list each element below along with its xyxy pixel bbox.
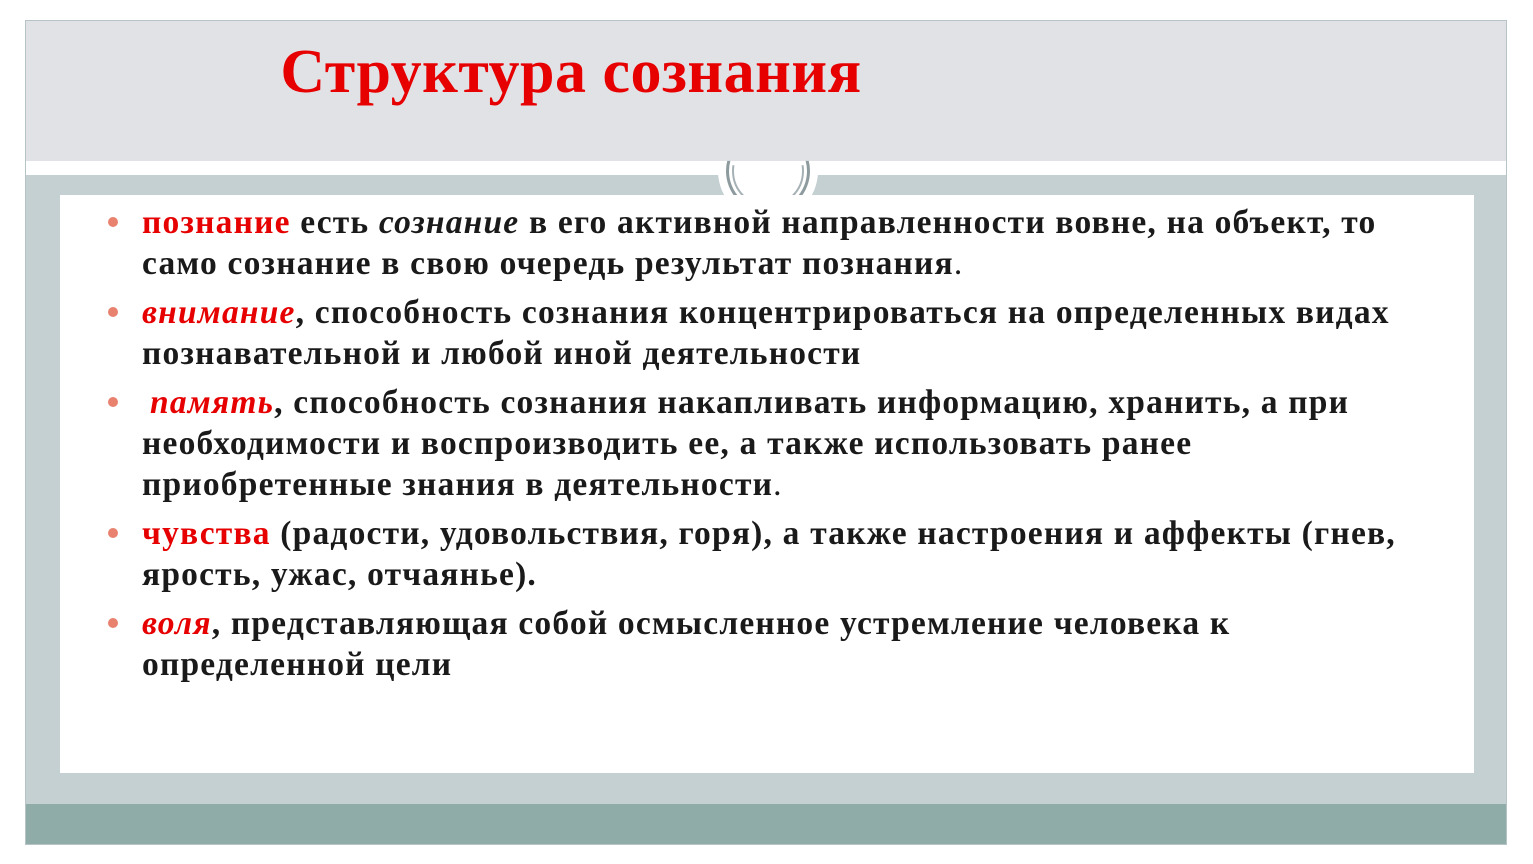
bullet-list <box>108 202 1438 693</box>
term-will: воля <box>142 605 212 642</box>
content-box <box>60 195 1474 773</box>
title-band <box>26 21 1506 162</box>
bullet-text: , представляющая собой осмысленное устремление человека к определенной цели <box>142 605 1231 683</box>
slide <box>25 20 1507 845</box>
list-item <box>108 382 1438 505</box>
list-item <box>108 292 1438 374</box>
bullet-period: . <box>953 245 964 282</box>
term-memory: память <box>150 384 275 421</box>
bullet-dot-icon <box>108 307 118 317</box>
list-item <box>108 202 1438 284</box>
list-item <box>108 513 1438 595</box>
list-item <box>108 603 1438 685</box>
bullet-dot-icon <box>108 217 118 227</box>
slide-title: Структура сознания <box>280 38 862 106</box>
bullet-text: , способность сознания накапливать информацию, хранить, а при необходимости и воспроизводить ее, а также использовать ранее приобретенные знания в деятельности <box>142 384 1350 503</box>
bullet-dot-icon <box>108 528 118 538</box>
term-feelings: чувства <box>142 515 271 552</box>
bullet-text: в его активной направленности вовне, на объект, то само сознание в свою очередь результат познания <box>142 204 1377 282</box>
term-attention: внимание <box>142 294 296 331</box>
bullet-dot-icon <box>108 618 118 628</box>
bullet-text: есть <box>290 204 379 241</box>
term-cognition: познание <box>142 204 291 241</box>
bullet-period: . <box>773 466 783 503</box>
bottom-band <box>26 804 1506 844</box>
term-emphasis: сознание <box>378 204 520 241</box>
bullet-dot-icon <box>108 397 118 407</box>
bullet-text: , способность сознания концентрироваться на определенных видах познавательной и любой иной деятельности <box>142 294 1390 372</box>
bullet-text: (радости, удовольствия, горя), а также настроения и аффекты (гнев, ярость, ужас, отчаянье). <box>142 515 1396 593</box>
